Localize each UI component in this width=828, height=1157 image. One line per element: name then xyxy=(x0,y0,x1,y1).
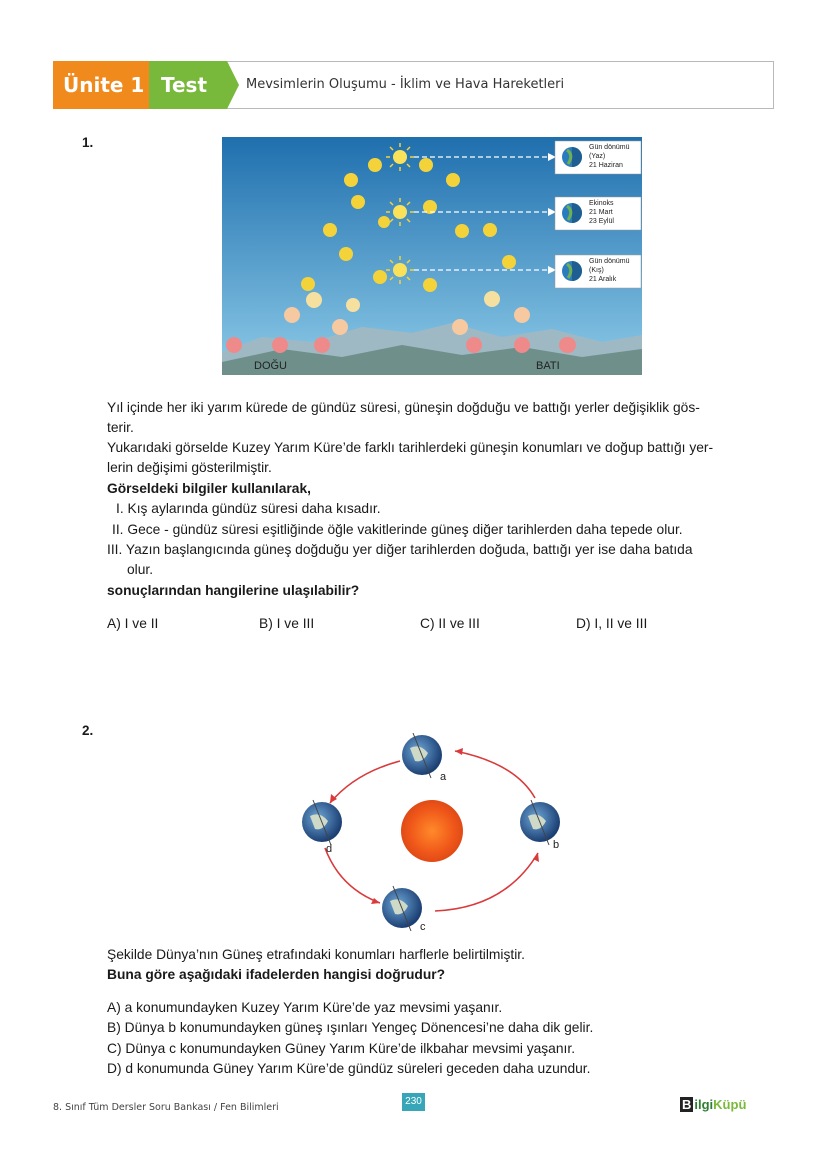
q1-statement-3b: olur. xyxy=(127,562,154,577)
question-2-number: 2. xyxy=(82,723,94,738)
orbit-arrow-d-c xyxy=(325,848,380,903)
publisher-logo: B ilgiKüpü xyxy=(682,1097,747,1112)
label-a: a xyxy=(440,771,447,783)
label-equinox-1: Ekinoks xyxy=(589,200,614,207)
label-summer-1: Gün dönümü xyxy=(589,144,630,151)
label-equinox-2: 21 Mart xyxy=(589,209,613,216)
east-label: DOĞU xyxy=(254,360,287,372)
label-summer-2: (Yaz) xyxy=(589,153,606,160)
unit-label: Ünite 1 xyxy=(53,61,149,109)
q1-option-c[interactable]: C) II ve III xyxy=(420,616,480,631)
page-number: 230 xyxy=(402,1093,425,1111)
q1-paragraph-2b: lerin değişimi gösterilmiştir. xyxy=(107,460,272,475)
test-arrow xyxy=(227,61,239,109)
earth-d-icon xyxy=(302,800,342,845)
label-d: d xyxy=(326,843,333,855)
label-winter-1: Gün dönümü xyxy=(589,258,630,265)
sun-icon xyxy=(401,800,463,862)
label-winter-2: (Kış) xyxy=(589,267,604,274)
test-label: Test 1 xyxy=(149,61,227,109)
header-title: Mevsimlerin Oluşumu - İklim ve Hava Hareketleri xyxy=(246,77,565,92)
q1-option-d[interactable]: D) I, II ve III xyxy=(576,616,648,631)
orbit-arrow-a-d xyxy=(330,761,400,803)
label-summer-3: 21 Haziran xyxy=(589,162,623,169)
west-label: BATI xyxy=(536,360,560,372)
orbit-arrow-c-b xyxy=(435,853,538,911)
q1-question: sonuçlarından hangilerine ulaşılabilir? xyxy=(107,583,360,598)
label-equinox-3: 23 Eylül xyxy=(589,218,614,225)
q1-paragraph-1b: terir. xyxy=(107,420,134,435)
q2-option-b[interactable]: B) Dünya b konumundayken güneş ışınları Yengeç Dönencesi’ne daha dik gelir. xyxy=(107,1020,594,1035)
q1-statement-2: II. Gece - gündüz süresi eşitliğinde öğle vakitlerinde güneş diğer tarihlerden daha tepede olur. xyxy=(112,522,683,537)
earth-c-icon xyxy=(382,886,422,931)
q1-lead: Görseldeki bilgiler kullanılarak, xyxy=(107,481,311,496)
sun-path-figure xyxy=(222,137,642,375)
q2-option-a[interactable]: A) a konumundayken Kuzey Yarım Küre’de yaz mevsimi yaşanır. xyxy=(107,1000,503,1015)
q1-option-b[interactable]: B) I ve III xyxy=(259,616,315,631)
q1-statement-3a: III. Yazın başlangıcında güneş doğduğu yer diğer tarihlerden doğuda, battığı yer ise daha batıda xyxy=(107,542,693,557)
q1-paragraph-1a: Yıl içinde her iki yarım kürede de gündüz süresi, güneşin doğduğu ve battığı yerler değişiklik gös- xyxy=(107,400,700,415)
orbit-arrow-b-a xyxy=(455,751,535,798)
q1-option-a[interactable]: A) I ve II xyxy=(107,616,159,631)
earth-a-icon xyxy=(402,733,442,778)
question-1-number: 1. xyxy=(82,135,94,150)
label-winter-3: 21 Aralık xyxy=(589,276,617,283)
book-title: 8. Sınıf Tüm Dersler Soru Bankası / Fen Bilimleri xyxy=(53,1102,279,1113)
q1-statement-1: I. Kış aylarında gündüz süresi daha kısadır. xyxy=(116,501,381,516)
orbit-figure xyxy=(295,728,585,938)
label-b: b xyxy=(553,839,560,851)
q2-option-c[interactable]: C) Dünya c konumundayken Güney Yarım Küre’de ilkbahar mevsimi yaşanır. xyxy=(107,1041,576,1056)
label-c: c xyxy=(420,921,426,933)
q2-option-d[interactable]: D) d konumunda Güney Yarım Küre’de gündüz süreleri geceden daha uzundur. xyxy=(107,1061,591,1076)
q2-question: Buna göre aşağıdaki ifadelerden hangisi doğrudur? xyxy=(107,967,446,982)
q2-paragraph: Şekilde Dünya’nın Güneş etrafındaki konumları harflerle belirtilmiştir. xyxy=(107,947,525,962)
q1-paragraph-2a: Yukarıdaki görselde Kuzey Yarım Küre’de farklı tarihlerdeki güneşin konumları ve doğup battığı yer- xyxy=(107,440,714,455)
